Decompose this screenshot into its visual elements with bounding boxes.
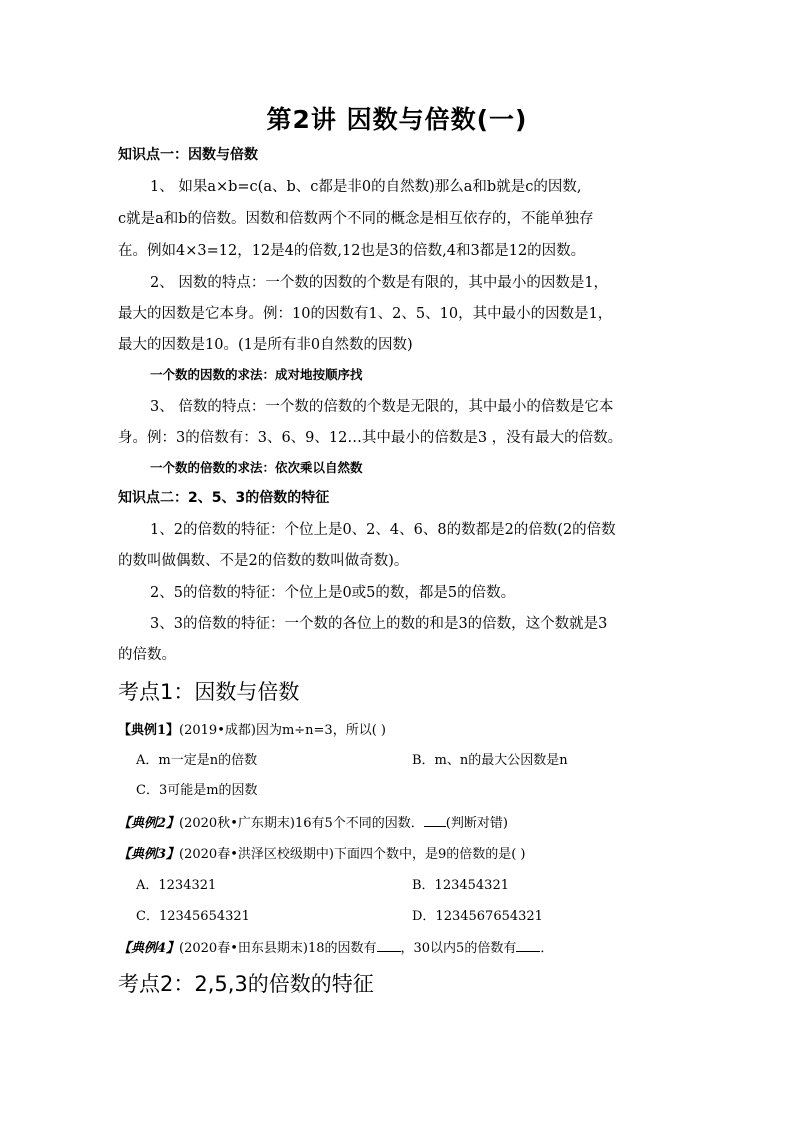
option-b: B．123454321 <box>412 878 509 893</box>
example-text: ，30以内5的倍数有 <box>400 941 517 956</box>
option-b: B．m、n的最大公因数是n <box>412 753 568 768</box>
paragraph-line: 3、 倍数的特点：一个数的倍数的个数是无限的，其中最小的倍数是它本 <box>150 399 614 415</box>
paragraph-line: c就是a和b的倍数。因数和倍数两个不同的概念是相互依存的，不能单独存 <box>118 211 594 227</box>
example-2 <box>118 812 508 831</box>
paragraph-line: 最大的因数是10。(1是所有非0自然数的因数) <box>118 337 413 353</box>
paragraph-line: 2、 因数的特点：一个数的因数的个数是有限的，其中最小的因数是1， <box>150 275 609 291</box>
example-text: (2020秋•广东期末)16有5个不同的因数． <box>179 816 424 831</box>
option-c: C．3可能是m的因数 <box>136 783 258 798</box>
answer-blank[interactable] <box>516 939 540 952</box>
paragraph-line: 1、2的倍数的特征：个位上是0、2、4、6、8的数都是2的倍数(2的倍数 <box>150 522 616 538</box>
option-a: A．m一定是n的倍数 <box>136 753 258 768</box>
paragraph-line: 的倍数。 <box>118 647 176 663</box>
example-text: (2019•成都)因为m÷n=3，所以( ) <box>179 723 386 738</box>
example-tag: 【典例3】 <box>118 847 180 862</box>
section-heading-divisibility: 知识点二：2、5、3的倍数的特征 <box>118 490 330 506</box>
paragraph-line: 在。例如4×3=12，12是4的倍数,12也是3的倍数,4和3都是12的因数。 <box>118 243 586 259</box>
answer-blank[interactable] <box>377 939 401 952</box>
paragraph-line: 身。例：3的倍数有：3、6、9、12…其中最小的倍数是3 ，没有最大的倍数。 <box>118 430 623 446</box>
example-tag: 【典例4】 <box>118 941 180 956</box>
paragraph-line: 的数叫做偶数、不是2的倍数的数叫做奇数)。 <box>118 553 409 569</box>
paragraph-line: 3、3的倍数的特征：一个数的各位上的数的和是3的倍数，这个数就是3 <box>150 616 608 632</box>
paragraph-line: 1、 如果a×b=c(a、b、c都是非0的自然数)那么a和b就是c的因数, <box>150 179 582 195</box>
example-text: (2020春•田东县期末)18的因数有 <box>179 941 377 956</box>
paragraph-line: 最大的因数是它本身。例：10的因数有1、2、5、10，其中最小的因数是1， <box>118 306 613 322</box>
exam-point-heading-1: 考点1：因数与倍数 <box>118 680 300 704</box>
example-3 <box>118 843 526 862</box>
section-heading-factors-multiples: 知识点一：因数与倍数 <box>118 147 258 163</box>
example-tag: 【典例1】 <box>118 723 180 738</box>
example-text: (判断对错) <box>445 816 508 831</box>
method-note-multiples: 一个数的倍数的求法：依次乘以自然数 <box>150 460 363 475</box>
exam-point-heading-2: 考点2：2,5,3的倍数的特征 <box>118 972 374 996</box>
example-4 <box>118 937 553 956</box>
page-title: 第2讲 因数与倍数(一) <box>266 105 528 134</box>
example-1 <box>118 719 386 738</box>
option-c: C．12345654321 <box>136 909 250 924</box>
option-a: A．1234321 <box>136 878 217 893</box>
method-note-factors: 一个数的因数的求法：成对地按顺序找 <box>150 367 363 382</box>
example-text: (2020春•洪泽区校级期中)下面四个数中，是9的倍数的是( ) <box>179 847 526 862</box>
example-text: ． <box>540 941 554 956</box>
option-d: D．1234567654321 <box>412 909 543 924</box>
paragraph-line: 2、5的倍数的特征：个位上是0或5的数，都是5的倍数。 <box>150 585 516 601</box>
example-tag: 【典例2】 <box>118 816 180 831</box>
answer-blank[interactable] <box>424 814 446 827</box>
